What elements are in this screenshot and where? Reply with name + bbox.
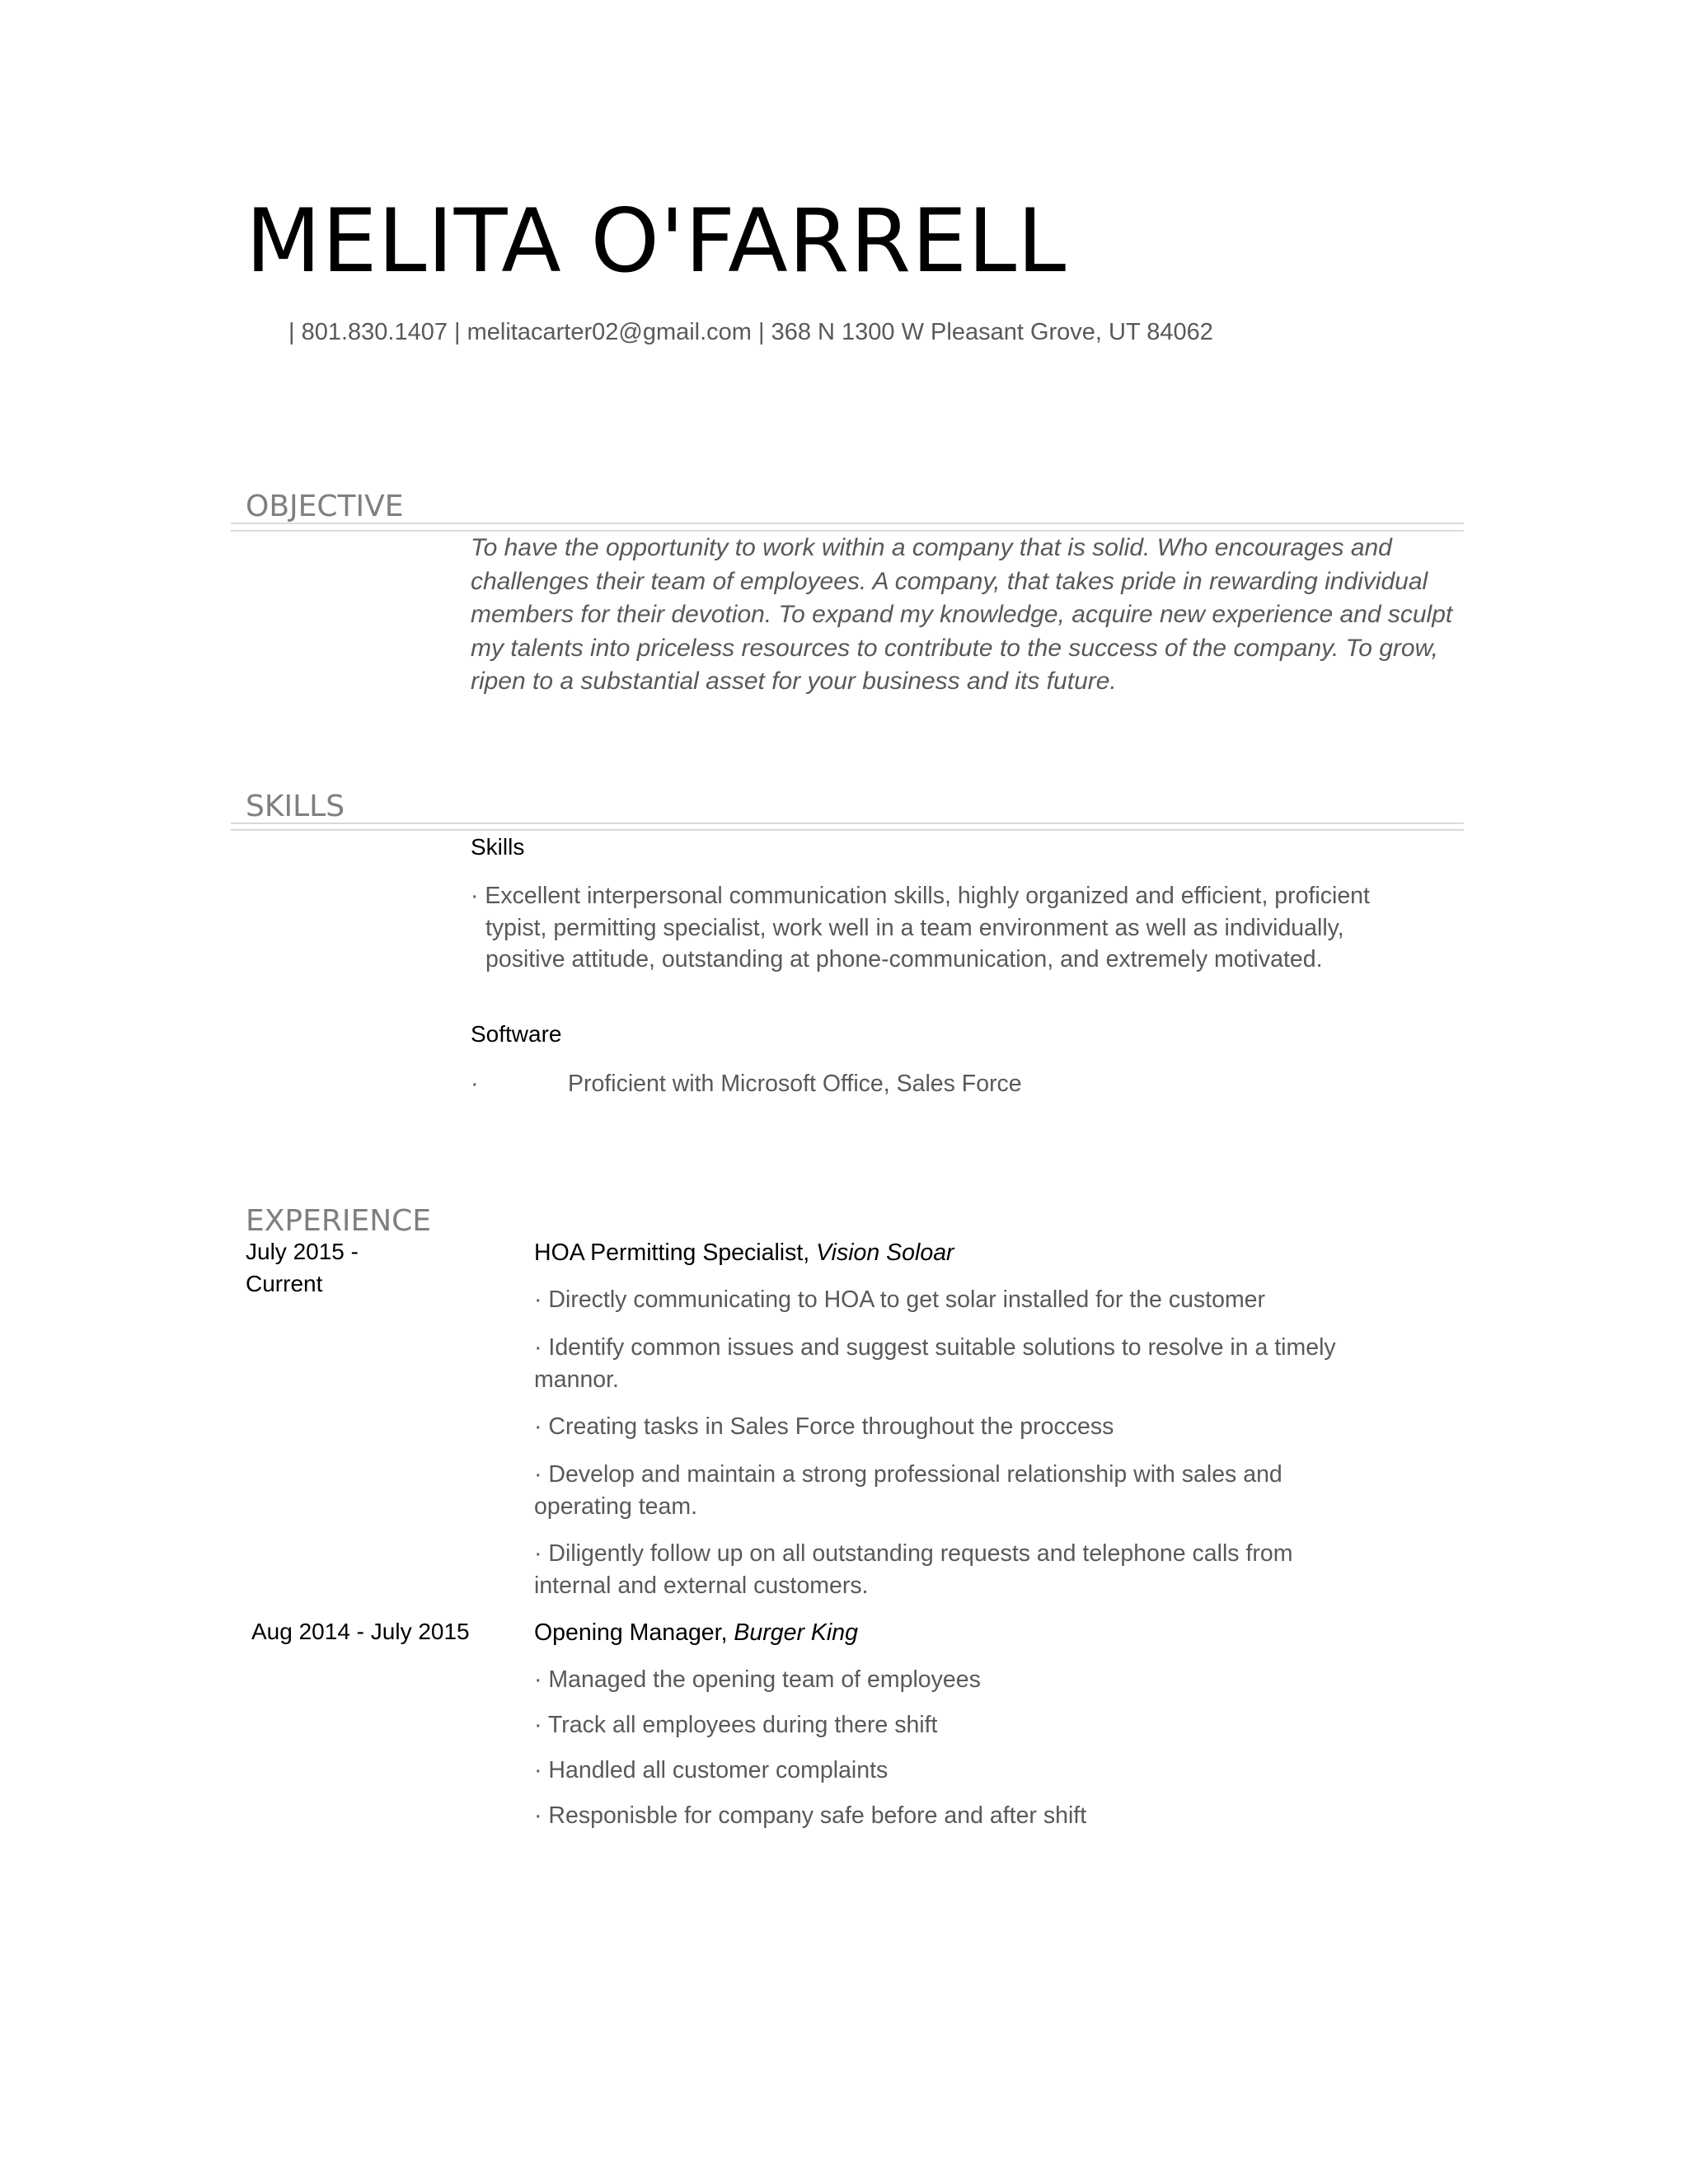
job-duty: · Diligently follow up on all outstanding requests and telephone calls from internal and external customers. bbox=[534, 1540, 1293, 1599]
objective-rule-top bbox=[231, 523, 1464, 524]
skills-rule-bottom bbox=[231, 829, 1464, 831]
experience-heading: EXPERIENCE bbox=[246, 1204, 432, 1238]
skills-bullet: · Excellent interpersonal communication skills, highly organized and efficient, proficient typist, permitting specialist, work well in a team environment as well as individually, positive attitude, outstanding at phone-communication, and extremely motivated. bbox=[471, 883, 1370, 972]
job-duty: · Responisble for company safe before and after shift bbox=[534, 1802, 1087, 1829]
job-date: Aug 2014 - July 2015 bbox=[251, 1619, 470, 1644]
objective-text: To have the opportunity to work within a company that is solid. Who encourages and challenges their team of employees. A company, that takes pride in rewarding individual members for their devotion. To expand my knowledge, acquire new experience and sculpt my talents into priceless resources to contribute to the success of the company. To grow, ripen to a substantial asset for your business and its future. bbox=[471, 534, 1453, 695]
job-duty: · Track all employees during there shift bbox=[534, 1712, 938, 1738]
job-date-start: July 2015 - bbox=[246, 1239, 359, 1264]
job-duty: · Identify common issues and suggest suitable solutions to resolve in a timely mannor. bbox=[534, 1334, 1336, 1393]
job-duty: · Develop and maintain a strong professional relationship with sales and operating team. bbox=[534, 1461, 1282, 1520]
job-duty: · Directly communicating to HOA to get solar installed for the customer bbox=[534, 1286, 1266, 1313]
job-duty: · Handled all customer complaints bbox=[534, 1757, 889, 1783]
contact-line: | 801.830.1407 | melitacarter02@gmail.com | 368 N 1300 W Pleasant Grove, UT 84062 bbox=[288, 319, 1213, 345]
skills-heading: SKILLS bbox=[246, 790, 345, 823]
candidate-name: MELITA O'FARRELL bbox=[246, 190, 1067, 292]
job-date bbox=[246, 1236, 359, 1300]
software-subheading: Software bbox=[471, 1021, 562, 1047]
job-company: Burger King bbox=[734, 1619, 858, 1646]
job-role: Opening Manager, bbox=[534, 1619, 734, 1646]
objective-heading: OBJECTIVE bbox=[246, 490, 404, 523]
job-company: Vision Soloar bbox=[816, 1240, 954, 1266]
software-bullet bbox=[471, 1068, 1377, 1100]
job-title bbox=[534, 1617, 858, 1648]
job-date-end: Current bbox=[246, 1270, 323, 1296]
job-role: HOA Permitting Specialist, bbox=[534, 1240, 817, 1266]
job-duty: · Managed the opening team of employees bbox=[534, 1666, 981, 1693]
software-text: Proficient with Microsoft Office, Sales Force bbox=[568, 1071, 1022, 1097]
skills-rule-top bbox=[231, 823, 1464, 824]
job-duty: · Creating tasks in Sales Force throughout the proccess bbox=[534, 1413, 1114, 1440]
bullet-dot: · bbox=[471, 1071, 479, 1097]
job-title bbox=[534, 1237, 954, 1268]
skills-subheading: Skills bbox=[471, 834, 525, 860]
